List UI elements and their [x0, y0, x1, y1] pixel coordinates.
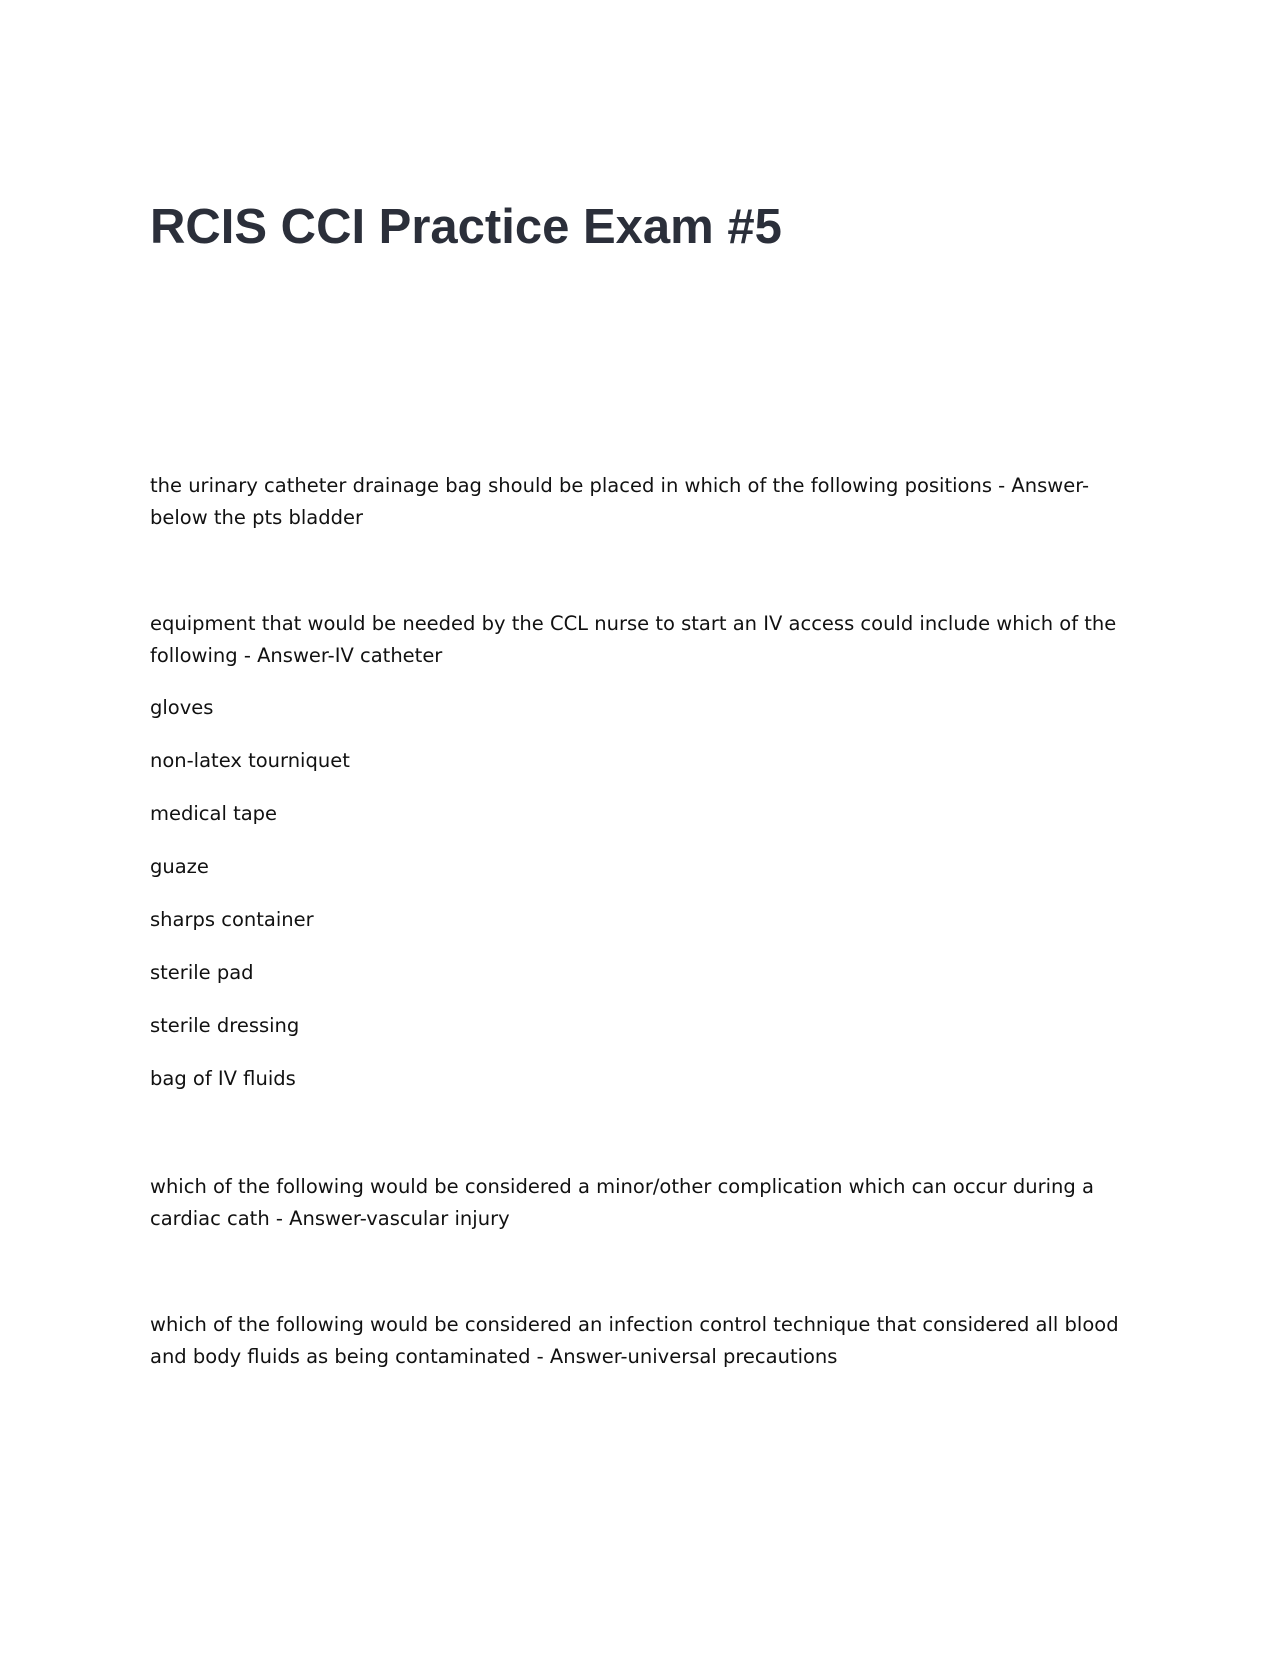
document-body [150, 470, 1130, 1373]
answer-item: sterile pad [150, 961, 254, 984]
spacer [150, 672, 1130, 692]
question-1: the urinary catheter drainage bag should be placed in which of the following positions - Answer-below the pts bladder [150, 474, 1090, 529]
answer-item: guaze [150, 855, 209, 878]
page-title: RCIS CCI Practice Exam #5 [150, 200, 782, 254]
answer-item: bag of IV fluids [150, 1067, 296, 1090]
spacer [150, 1235, 1130, 1309]
answer-item: sterile dressing [150, 1014, 300, 1037]
spacer [150, 534, 1130, 608]
answer-item: non-latex tourniquet [150, 749, 350, 772]
question-4: which of the following would be considered an infection control technique that considered all blood and body fluids as being contaminated - Answer-universal precautions [150, 1313, 1119, 1368]
answer-item: medical tape [150, 802, 278, 825]
answer-item: sharps container [150, 908, 314, 931]
answer-item: gloves [150, 696, 214, 719]
spacer [150, 1116, 1130, 1171]
question-2: equipment that would be needed by the CCL nurse to start an IV access could include which of the following - Answer-IV catheter [150, 612, 1117, 667]
question-3: which of the following would be considered a minor/other complication which can occur during a cardiac cath - Answer-vascular injury [150, 1175, 1094, 1230]
